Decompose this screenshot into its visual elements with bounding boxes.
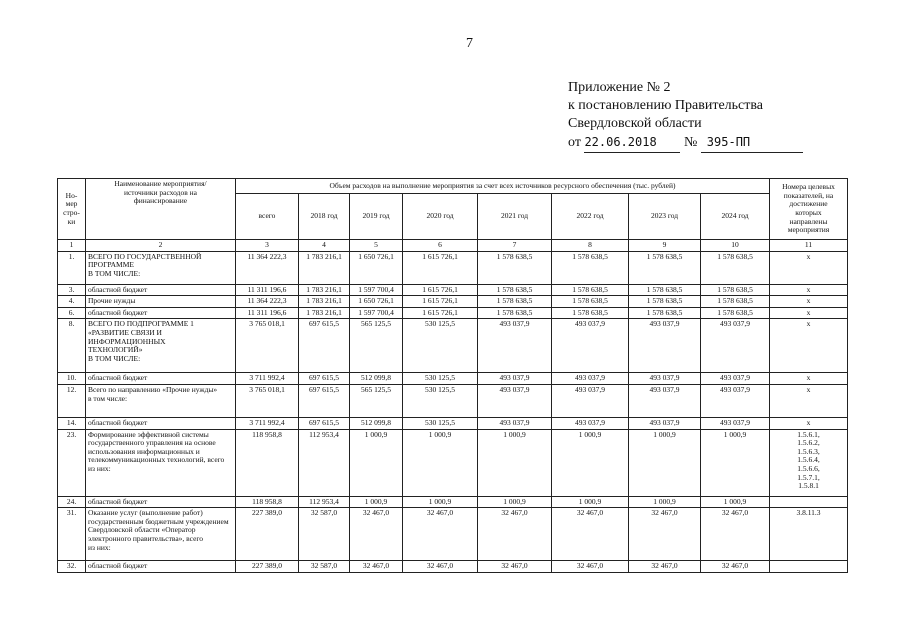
amount-cell: 1 615 726,1 bbox=[403, 296, 478, 308]
amount-cell: 32 467,0 bbox=[629, 561, 701, 573]
amount-cell: 3 711 992,4 bbox=[236, 417, 299, 429]
amount-cell: 1 578 638,5 bbox=[552, 296, 629, 308]
resolution-date: 22.06.2018 bbox=[584, 135, 657, 149]
amount-cell: 32 467,0 bbox=[403, 561, 478, 573]
row-number-cell: 24. bbox=[58, 496, 86, 508]
row-number-cell: 8. bbox=[58, 319, 86, 373]
amount-cell: 1 578 638,5 bbox=[701, 296, 770, 308]
indicators-cell: х bbox=[770, 251, 848, 284]
row-number-cell: 1. bbox=[58, 251, 86, 284]
indicators-cell: х bbox=[770, 319, 848, 373]
amount-cell: 1 000,9 bbox=[629, 496, 701, 508]
amount-cell: 512 099,8 bbox=[350, 417, 403, 429]
activity-name-cell: ВСЕГО ПО ГОСУДАРСТВЕННОЙ ПРОГРАММЕ В ТОМ ЧИСЛЕ: bbox=[86, 251, 236, 284]
amount-cell: 1 000,9 bbox=[403, 496, 478, 508]
indicators-cell: х bbox=[770, 296, 848, 308]
amount-cell: 1 578 638,5 bbox=[552, 251, 629, 284]
amount-cell: 32 587,0 bbox=[299, 561, 350, 573]
amount-cell: 1 615 726,1 bbox=[403, 307, 478, 319]
amount-cell: 493 037,9 bbox=[629, 384, 701, 417]
amount-cell: 112 953,4 bbox=[299, 429, 350, 496]
indicators-cell: х bbox=[770, 373, 848, 385]
amount-cell: 1 000,9 bbox=[403, 429, 478, 496]
amount-cell: 530 125,5 bbox=[403, 319, 478, 373]
header-activity-name: Наименование мероприятия/ источники расходов на финансирование bbox=[86, 179, 236, 240]
amount-cell: 118 958,8 bbox=[236, 496, 299, 508]
amount-cell: 493 037,9 bbox=[552, 384, 629, 417]
table-row bbox=[58, 561, 848, 573]
col-number: 9 bbox=[629, 240, 701, 252]
amount-cell: 493 037,9 bbox=[478, 319, 552, 373]
row-number-cell: 3. bbox=[58, 284, 86, 296]
header-2021: 2021 год bbox=[478, 194, 552, 240]
date-prefix: от bbox=[568, 135, 581, 150]
row-number-cell: 23. bbox=[58, 429, 86, 496]
table-row bbox=[58, 296, 848, 308]
col-number: 11 bbox=[770, 240, 848, 252]
amount-cell: 32 467,0 bbox=[350, 561, 403, 573]
table-row bbox=[58, 384, 848, 417]
amount-cell: 1 000,9 bbox=[701, 429, 770, 496]
amount-cell: 1 000,9 bbox=[552, 429, 629, 496]
amount-cell: 1 597 700,4 bbox=[350, 307, 403, 319]
amount-cell: 32 467,0 bbox=[350, 508, 403, 561]
amount-cell: 1 578 638,5 bbox=[478, 251, 552, 284]
indicators-cell bbox=[770, 561, 848, 573]
header-2023: 2023 год bbox=[629, 194, 701, 240]
funding-table bbox=[57, 178, 848, 573]
amount-cell: 512 099,8 bbox=[350, 373, 403, 385]
amount-cell: 530 125,5 bbox=[403, 417, 478, 429]
amount-cell: 1 578 638,5 bbox=[552, 307, 629, 319]
amount-cell: 1 000,9 bbox=[701, 496, 770, 508]
col-number: 10 bbox=[701, 240, 770, 252]
indicators-cell: 1.5.6.1, 1.5.6.2, 1.5.6.3, 1.5.6.4, 1.5.6.6, 1.5.7.1, 1.5.8.1 bbox=[770, 429, 848, 496]
row-number-cell: 6. bbox=[58, 307, 86, 319]
amount-cell: 1 578 638,5 bbox=[478, 296, 552, 308]
activity-name-cell: ВСЕГО ПО ПОДПРОГРАММЕ 1 «РАЗВИТИЕ СВЯЗИ И ИНФОРМАЦИОННЫХ ТЕХНОЛОГИЙ» В ТОМ ЧИСЛЕ: bbox=[86, 319, 236, 373]
row-number-cell: 14. bbox=[58, 417, 86, 429]
row-number-cell: 4. bbox=[58, 296, 86, 308]
amount-cell: 697 615,5 bbox=[299, 417, 350, 429]
indicators-cell: х bbox=[770, 417, 848, 429]
amount-cell: 1 578 638,5 bbox=[701, 307, 770, 319]
amount-cell: 1 000,9 bbox=[552, 496, 629, 508]
amount-cell: 1 597 700,4 bbox=[350, 284, 403, 296]
amount-cell: 32 467,0 bbox=[478, 561, 552, 573]
amount-cell: 1 000,9 bbox=[350, 496, 403, 508]
amount-cell: 227 389,0 bbox=[236, 508, 299, 561]
appendix-header bbox=[568, 79, 803, 153]
amount-cell: 1 578 638,5 bbox=[478, 307, 552, 319]
resolution-number: 395-ПП bbox=[706, 135, 751, 149]
header-2018: 2018 год bbox=[299, 194, 350, 240]
amount-cell: 493 037,9 bbox=[701, 373, 770, 385]
table-row bbox=[58, 417, 848, 429]
table-body bbox=[58, 251, 848, 572]
amount-cell: 493 037,9 bbox=[478, 417, 552, 429]
table-row bbox=[58, 496, 848, 508]
amount-cell: 112 953,4 bbox=[299, 496, 350, 508]
amount-cell: 32 467,0 bbox=[403, 508, 478, 561]
amount-cell: 697 615,5 bbox=[299, 319, 350, 373]
column-number-row bbox=[58, 240, 848, 252]
appendix-region: Свердловской области bbox=[568, 116, 702, 131]
amount-cell: 493 037,9 bbox=[478, 373, 552, 385]
table-row bbox=[58, 307, 848, 319]
amount-cell: 32 467,0 bbox=[478, 508, 552, 561]
amount-cell: 1 578 638,5 bbox=[629, 284, 701, 296]
activity-name-cell: областной бюджет bbox=[86, 284, 236, 296]
appendix-title: Приложение № 2 bbox=[568, 80, 671, 95]
amount-cell: 1 000,9 bbox=[629, 429, 701, 496]
indicators-cell bbox=[770, 496, 848, 508]
indicators-cell: 3.8.11.3 bbox=[770, 508, 848, 561]
activity-name-cell: Формирование эффективной системы государственного управления на основе использования информационных и телекоммуникационных технологий, всего из них: bbox=[86, 429, 236, 496]
table-row bbox=[58, 319, 848, 373]
amount-cell: 32 587,0 bbox=[299, 508, 350, 561]
amount-cell: 565 125,5 bbox=[350, 319, 403, 373]
amount-cell: 32 467,0 bbox=[552, 508, 629, 561]
amount-cell: 1 000,9 bbox=[478, 429, 552, 496]
amount-cell: 1 578 638,5 bbox=[629, 251, 701, 284]
col-number: 4 bbox=[299, 240, 350, 252]
amount-cell: 1 578 638,5 bbox=[478, 284, 552, 296]
amount-cell: 1 650 726,1 bbox=[350, 251, 403, 284]
activity-name-cell: областной бюджет bbox=[86, 417, 236, 429]
amount-cell: 493 037,9 bbox=[629, 417, 701, 429]
amount-cell: 1 578 638,5 bbox=[629, 296, 701, 308]
header-2019: 2019 год bbox=[350, 194, 403, 240]
header-2022: 2022 год bbox=[552, 194, 629, 240]
table-row bbox=[58, 284, 848, 296]
amount-cell: 1 578 638,5 bbox=[629, 307, 701, 319]
col-number: 1 bbox=[58, 240, 86, 252]
amount-cell: 493 037,9 bbox=[701, 417, 770, 429]
col-number: 2 bbox=[86, 240, 236, 252]
amount-cell: 32 467,0 bbox=[552, 561, 629, 573]
header-volume: Объем расходов на выполнение мероприятия за счет всех источников ресурсного обеспечения (тыс. рублей) bbox=[236, 179, 770, 194]
col-number: 5 bbox=[350, 240, 403, 252]
amount-cell: 530 125,5 bbox=[403, 373, 478, 385]
amount-cell: 697 615,5 bbox=[299, 384, 350, 417]
header-total: всего bbox=[236, 194, 299, 240]
amount-cell: 1 000,9 bbox=[350, 429, 403, 496]
amount-cell: 227 389,0 bbox=[236, 561, 299, 573]
appendix-resolution: к постановлению Правительства bbox=[568, 98, 764, 113]
amount-cell: 1 615 726,1 bbox=[403, 284, 478, 296]
amount-cell: 493 037,9 bbox=[552, 417, 629, 429]
indicators-cell: х bbox=[770, 284, 848, 296]
amount-cell: 493 037,9 bbox=[552, 319, 629, 373]
amount-cell: 11 311 196,6 bbox=[236, 307, 299, 319]
amount-cell: 1 578 638,5 bbox=[701, 251, 770, 284]
row-number-cell: 10. bbox=[58, 373, 86, 385]
amount-cell: 11 364 222,3 bbox=[236, 251, 299, 284]
amount-cell: 493 037,9 bbox=[629, 319, 701, 373]
amount-cell: 530 125,5 bbox=[403, 384, 478, 417]
row-number-cell: 32. bbox=[58, 561, 86, 573]
amount-cell: 1 650 726,1 bbox=[350, 296, 403, 308]
activity-name-cell: областной бюджет bbox=[86, 561, 236, 573]
row-number-cell: 31. bbox=[58, 508, 86, 561]
col-number: 6 bbox=[403, 240, 478, 252]
amount-cell: 1 578 638,5 bbox=[552, 284, 629, 296]
col-number: 7 bbox=[478, 240, 552, 252]
amount-cell: 1 615 726,1 bbox=[403, 251, 478, 284]
amount-cell: 493 037,9 bbox=[552, 373, 629, 385]
table-row bbox=[58, 251, 848, 284]
indicators-cell: х bbox=[770, 384, 848, 417]
amount-cell: 3 765 018,1 bbox=[236, 319, 299, 373]
number-prefix: № bbox=[683, 135, 698, 150]
activity-name-cell: областной бюджет bbox=[86, 307, 236, 319]
header-indicators: Номера целевых показателей, на достижение которых направлены мероприятия bbox=[770, 179, 848, 240]
amount-cell: 1 783 216,1 bbox=[299, 251, 350, 284]
amount-cell: 493 037,9 bbox=[701, 319, 770, 373]
amount-cell: 11 364 222,3 bbox=[236, 296, 299, 308]
amount-cell: 493 037,9 bbox=[629, 373, 701, 385]
table-row bbox=[58, 373, 848, 385]
amount-cell: 32 467,0 bbox=[701, 561, 770, 573]
header-2024: 2024 год bbox=[701, 194, 770, 240]
amount-cell: 32 467,0 bbox=[701, 508, 770, 561]
amount-cell: 3 765 018,1 bbox=[236, 384, 299, 417]
col-number: 3 bbox=[236, 240, 299, 252]
table-row bbox=[58, 508, 848, 561]
header-row-number: Но- мер стро- ки bbox=[58, 179, 86, 240]
amount-cell: 11 311 196,6 bbox=[236, 284, 299, 296]
amount-cell: 565 125,5 bbox=[350, 384, 403, 417]
indicators-cell: х bbox=[770, 307, 848, 319]
amount-cell: 118 958,8 bbox=[236, 429, 299, 496]
amount-cell: 493 037,9 bbox=[701, 384, 770, 417]
amount-cell: 493 037,9 bbox=[478, 384, 552, 417]
amount-cell: 1 783 216,1 bbox=[299, 296, 350, 308]
amount-cell: 3 711 992,4 bbox=[236, 373, 299, 385]
col-number: 8 bbox=[552, 240, 629, 252]
amount-cell: 1 783 216,1 bbox=[299, 307, 350, 319]
amount-cell: 1 783 216,1 bbox=[299, 284, 350, 296]
activity-name-cell: областной бюджет bbox=[86, 373, 236, 385]
header-2020: 2020 год bbox=[403, 194, 478, 240]
activity-name-cell: Всего по направлению «Прочие нужды» в том числе: bbox=[86, 384, 236, 417]
activity-name-cell: Прочие нужды bbox=[86, 296, 236, 308]
table-row bbox=[58, 429, 848, 496]
amount-cell: 697 615,5 bbox=[299, 373, 350, 385]
appendix-date-line bbox=[568, 133, 803, 153]
page-number: 7 bbox=[466, 36, 473, 51]
amount-cell: 1 000,9 bbox=[478, 496, 552, 508]
activity-name-cell: Оказание услуг (выполнение работ) государственным бюджетным учреждением Свердловской области «Оператор электронного правительства», всего из них: bbox=[86, 508, 236, 561]
row-number-cell: 12. bbox=[58, 384, 86, 417]
amount-cell: 1 578 638,5 bbox=[701, 284, 770, 296]
activity-name-cell: областной бюджет bbox=[86, 496, 236, 508]
amount-cell: 32 467,0 bbox=[629, 508, 701, 561]
